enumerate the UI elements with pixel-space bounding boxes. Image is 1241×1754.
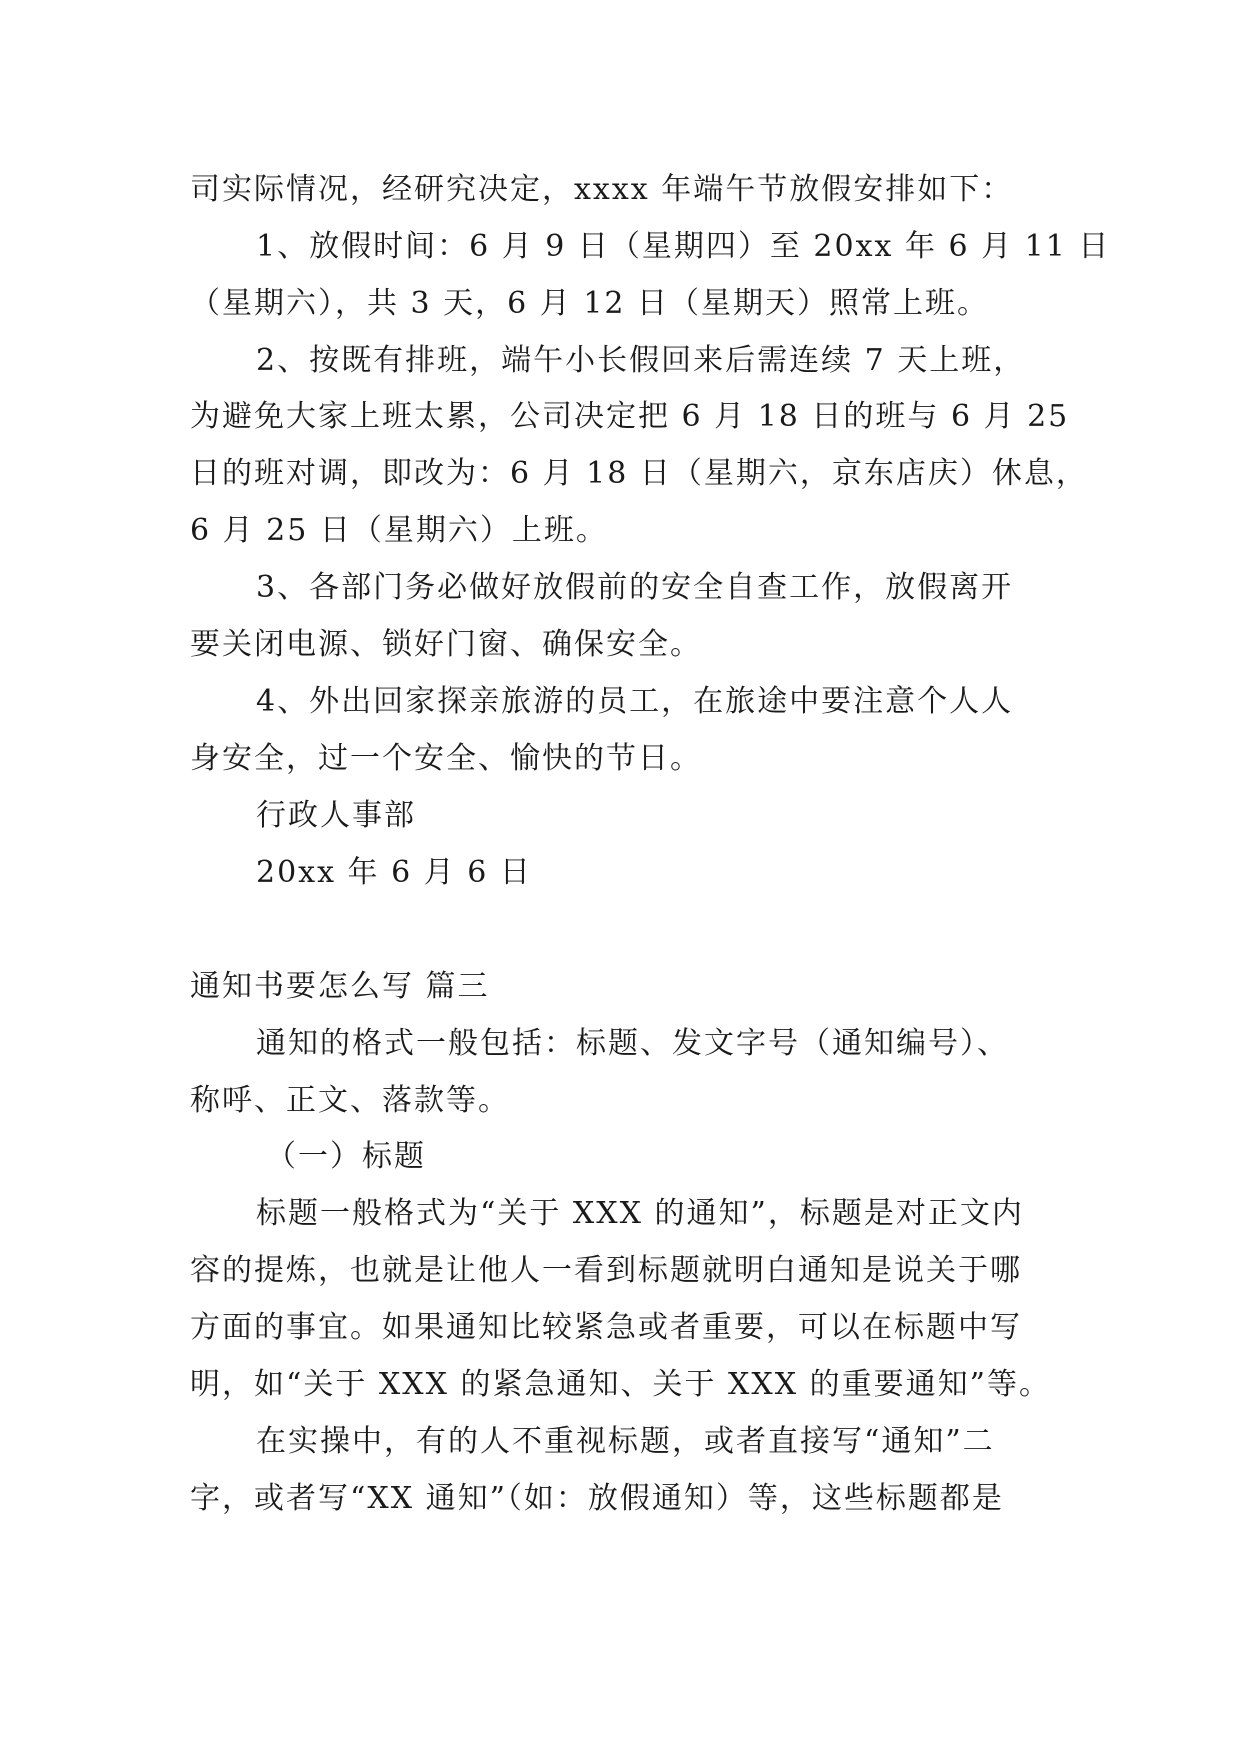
text-line: 为避免大家上班太累，公司决定把 6 月 18 日的班与 6 月 25 (190, 399, 1070, 434)
text-line: 身安全，过一个安全、愉快的节日。 (190, 741, 702, 776)
text-line: 4、外出回家探亲旅游的员工，在旅途中要注意个人人 (256, 684, 1014, 719)
text-line: 司实际情况，经研究决定，xxxx 年端午节放假安排如下： (190, 172, 1014, 207)
signature-department: 行政人事部 (256, 798, 416, 833)
text-line: 字，或者写“XX 通知”（如：放假通知）等，这些标题都是 (190, 1481, 1004, 1516)
text-line: 标题一般格式为“关于 XXX 的通知”，标题是对正文内 (256, 1196, 1024, 1231)
subsection-heading: （一）标题 (266, 1139, 426, 1174)
text-line: 日的班对调，即改为：6 月 18 日（星期六，京东店庆）休息， (190, 456, 1088, 491)
text-line: 称呼、正文、落款等。 (190, 1083, 510, 1118)
text-line: 2、按既有排班，端午小长假回来后需连续 7 天上班， (256, 343, 1026, 378)
section-heading: 通知书要怎么写 篇三 (190, 969, 490, 1004)
text-line: 1、放假时间：6 月 9 日（星期四）至 20xx 年 6 月 11 日 (256, 229, 1111, 264)
text-line: 明，如“关于 XXX 的紧急通知、关于 XXX 的重要通知”等。 (190, 1367, 1051, 1402)
text-line: 要关闭电源、锁好门窗、确保安全。 (190, 627, 702, 662)
text-line: 6 月 25 日（星期六）上班。 (190, 513, 608, 548)
text-line: 通知的格式一般包括：标题、发文字号（通知编号）、 (256, 1026, 1009, 1061)
text-line: 3、各部门务必做好放假前的安全自查工作，放假离开 (256, 570, 1014, 605)
text-line: 在实操中，有的人不重视标题，或者直接写“通知”二 (256, 1424, 995, 1459)
text-line: 容的提炼，也就是让他人一看到标题就明白通知是说关于哪 (190, 1253, 1022, 1288)
text-line: 方面的事宜。如果通知比较紧急或者重要，可以在标题中写 (190, 1310, 1022, 1345)
signature-date: 20xx 年 6 月 6 日 (256, 855, 532, 890)
text-line: （星期六），共 3 天，6 月 12 日（星期天）照常上班。 (190, 286, 990, 321)
